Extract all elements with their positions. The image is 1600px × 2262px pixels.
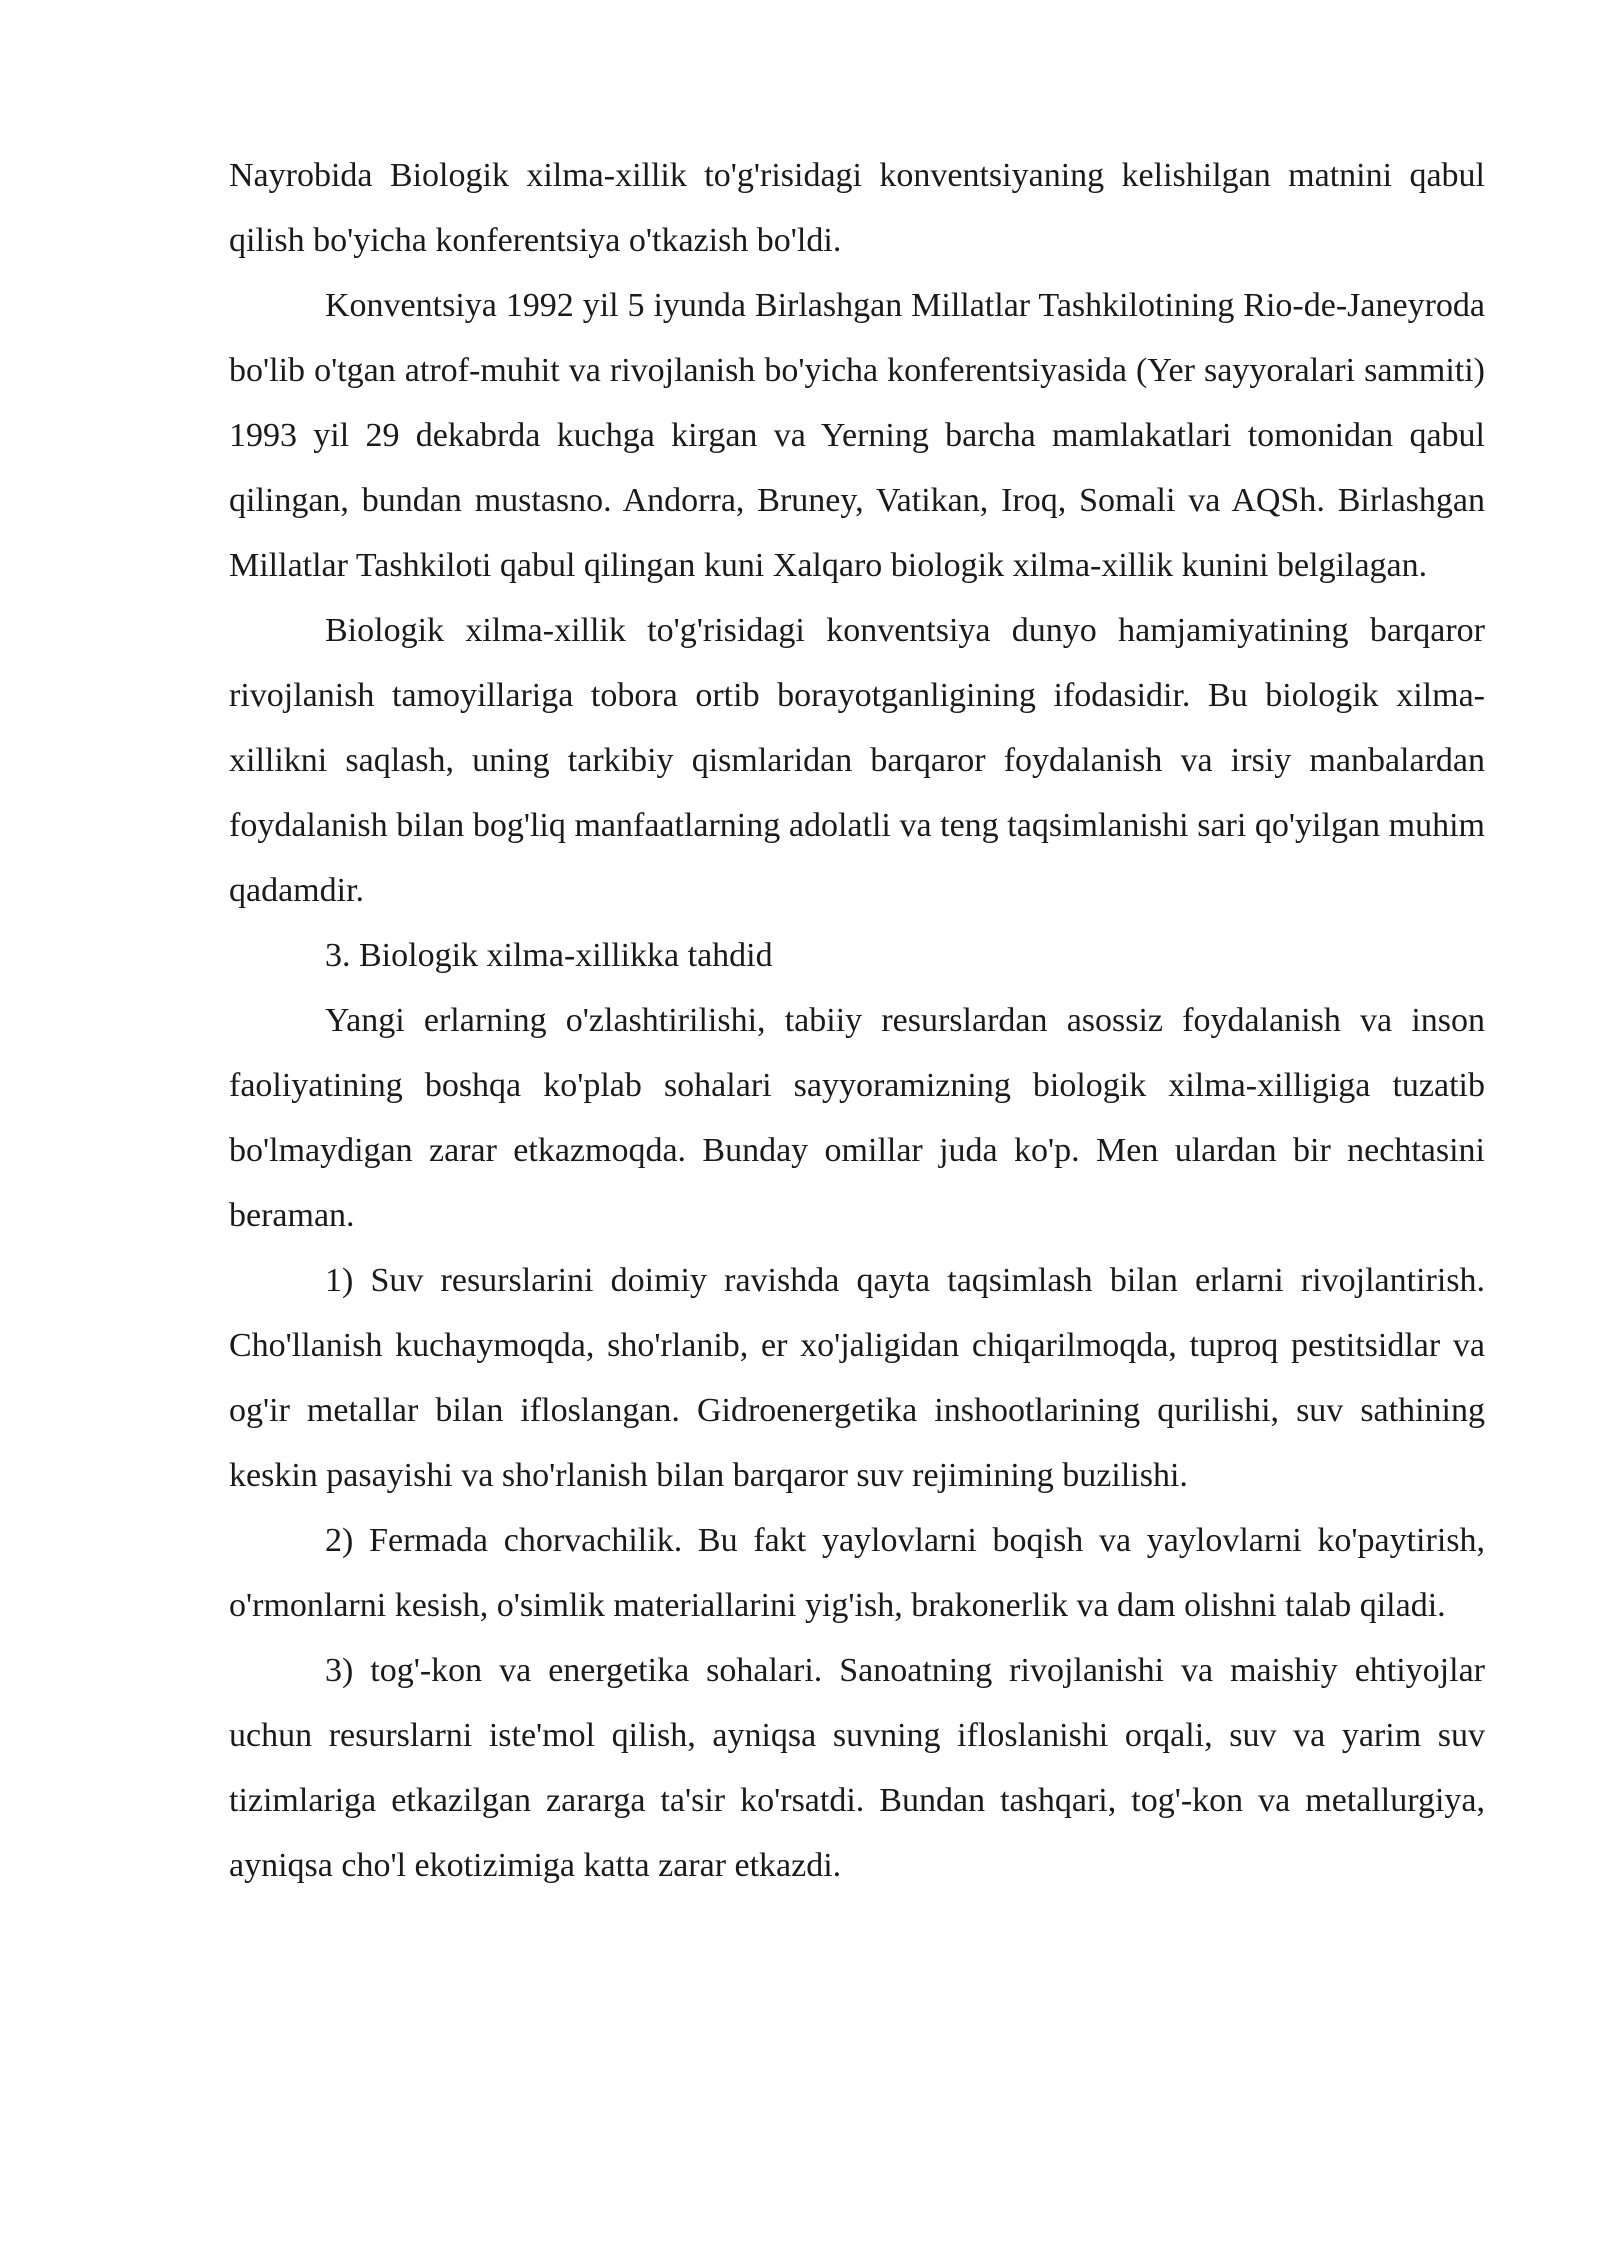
list-item-water-resources: 1) Suv resurslarini doimiy ravishda qayta taqsimlash bilan erlarni rivojlantirish. Cho'llanish kuchaymoqda, sho'rlanib, er xo'jaligidan chiqarilmoqda, tuproq pestitsidlar va og'ir metallar bilan ifloslangan. Gidroenergetika inshootlarining qurilishi, suv sathining keskin pasayishi va sho'rlanish bilan barqaror suv rejimining buzilishi. [229,1262,1485,1494]
list-item-livestock: 2) Fermada chorvachilik. Bu fakt yaylovlarni boqish va yaylovlarni ko'paytirish, o'rmonlarni kesish, o'simlik materiallarini yig'ish, brakonerlik va dam olishni talab qiladi. [229,1522,1485,1624]
paragraph-threats-intro: Yangi erlarning o'zlashtirilishi, tabiiy resurslardan asossiz foydalanish va inson faoliyatining boshqa ko'plab sohalari sayyoramizning biologik xilma-xilligiga tuzatib bo'lmaydigan zarar etkazmoqda. Bunday omillar juda ko'p. Men ulardan bir nechtasini beraman. [229,1002,1485,1234]
section-heading: 3. Biologik xilma-xillikka tahdid [325,937,773,974]
paragraph-convention-history: Konventsiya 1992 yil 5 iyunda Birlashgan Millatlar Tashkilotining Rio-de-Janeyroda bo'lib o'tgan atrof-muhit va rivojlanish bo'yicha konferentsiyasida (Yer sayyoralari sammiti) 1993 yil 29 dekabrda kuchga kirgan va Yerning barcha mamlakatlari tomonidan qabul qilingan, bundan mustasno. Andorra, Bruney, Vatikan, Iroq, Somali va AQSh. Birlashgan Millatlar Tashkiloti qabul qilingan kuni Xalqaro biologik xilma-xillik kunini belgilagan. [229,287,1485,584]
document-body [229,143,1485,1898]
list-item-mining-energy: 3) tog'-kon va energetika sohalari. Sanoatning rivojlanishi va maishiy ehtiyojlar uchun resurslarni iste'mol qilish, ayniqsa suvning ifloslanishi orqali, suv va yarim suv tizimlariga etkazilgan zararga ta'sir ko'rsatdi. Bundan tashqari, tog'-kon va metallurgiya, ayniqsa cho'l ekotizimiga katta zarar etkazdi. [229,1652,1485,1884]
paragraph-convention-significance: Biologik xilma-xillik to'g'risidagi konventsiya dunyo hamjamiyatining barqaror rivojlanish tamoyillariga tobora ortib borayotganligining ifodasidir. Bu biologik xilma-xillikni saqlash, uning tarkibiy qismlaridan barqaror foydalanish va irsiy manbalardan foydalanish bilan bog'liq manfaatlarning adolatli va teng taqsimlanishi sari qo'yilgan muhim qadamdir. [229,612,1485,909]
paragraph-continuation: Nayrobida Biologik xilma-xillik to'g'risidagi konventsiyaning kelishilgan matnini qabul qilish bo'yicha konferentsiya o'tkazish bo'ldi. [229,157,1485,259]
